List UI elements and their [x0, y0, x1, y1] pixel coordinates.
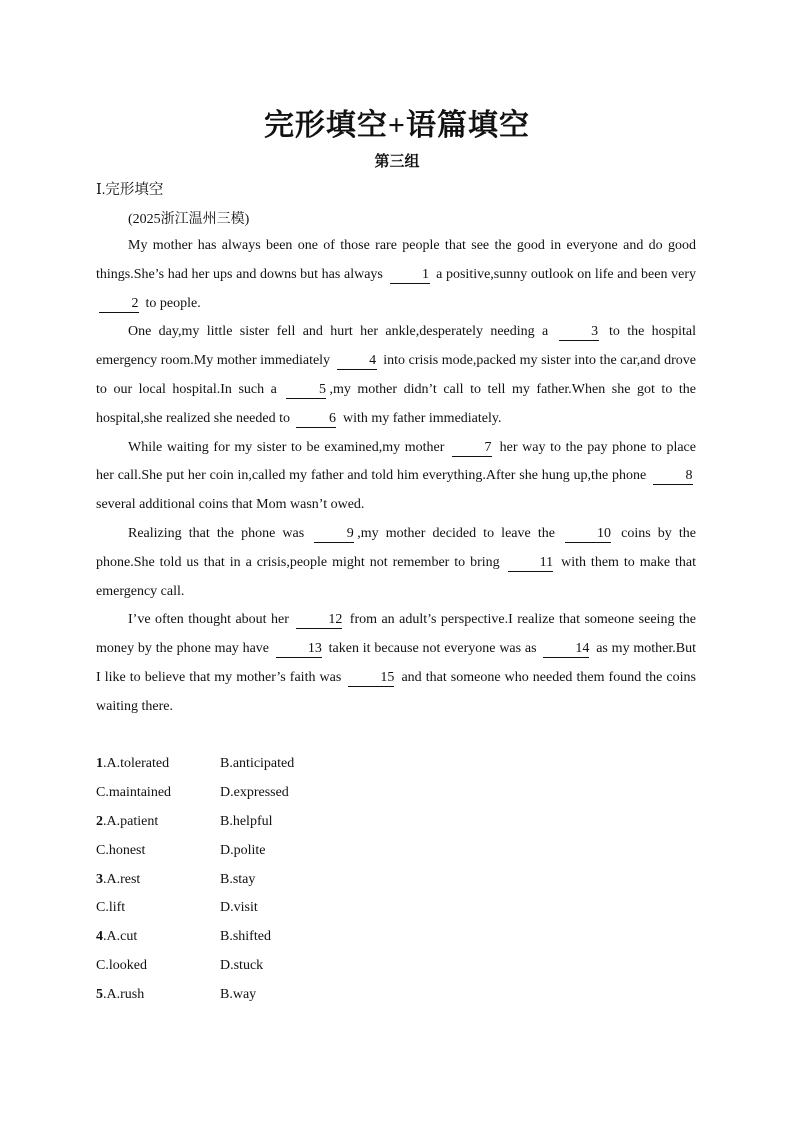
cloze-passage — [96, 232, 696, 722]
option-row — [96, 923, 294, 952]
blank-number: 8 — [653, 468, 693, 485]
passage-text: ,my mother didn’t call to tell my father.When she got to the hospital,she realized she needed to — [96, 381, 696, 426]
passage-text: taken it because not everyone was as — [324, 641, 541, 657]
blank-number: 5 — [286, 382, 326, 399]
passage-text: I’ve often thought about her — [128, 612, 294, 628]
blank-number: 6 — [296, 411, 336, 428]
blank-number: 7 — [452, 440, 492, 457]
passage-paragraph — [96, 520, 696, 606]
option-a — [96, 987, 220, 1003]
option-b: B.helpful — [220, 813, 273, 829]
option-c: C.lift — [96, 900, 126, 916]
question-number: 2 — [96, 813, 103, 829]
passage-text: her way to the pay phone to place her call.She put her coin in,called my father and told him everything.After she hung up,the phone — [96, 439, 696, 484]
option-a-text: .A.patient — [103, 813, 159, 829]
option-c: C.looked — [96, 957, 147, 973]
option-a — [96, 872, 220, 888]
passage-text: coins by the phone.She told us that in a crisis,people might not remember to bring — [96, 525, 697, 570]
blank-number: 12 — [296, 612, 342, 629]
passage-text: While waiting for my sister to be examined,my mother — [128, 439, 450, 455]
option-a-text: .A.rush — [103, 986, 145, 1002]
passage-text: to the hospital emergency room.My mother immediately — [96, 324, 696, 369]
blank-number: 15 — [348, 670, 394, 687]
blank-number: 13 — [276, 641, 322, 658]
option-a-text: .A.rest — [103, 871, 141, 887]
blank-number: 10 — [565, 526, 611, 543]
passage-text: Realizing that the phone was — [128, 525, 312, 541]
blank-number: 11 — [508, 555, 553, 572]
passage-text: into crisis mode,packed my sister into the car,and drove to our local hospital.In such a — [96, 353, 696, 397]
option-c: C.maintained — [96, 785, 172, 801]
blank-number: 9 — [314, 526, 354, 543]
passage-text: ,my mother decided to leave the — [357, 525, 563, 541]
option-a-text: .A.tolerated — [103, 756, 170, 772]
option-d: D.polite — [220, 842, 266, 858]
question-number: 1 — [96, 756, 103, 772]
option-b: B.stay — [220, 871, 256, 887]
blank-number: 14 — [543, 641, 589, 658]
page-title: 完形填空+语篇填空 — [263, 109, 531, 142]
option-d: D.visit — [220, 900, 258, 916]
option-a — [96, 756, 220, 772]
option-d: D.stuck — [220, 957, 264, 973]
blank-number: 3 — [559, 324, 599, 341]
passage-text: to people. — [142, 295, 201, 311]
option-row — [96, 894, 294, 923]
passage-text: several additional coins that Mom wasn’t owed. — [96, 497, 365, 513]
option-a-text: .A.cut — [103, 929, 138, 945]
option-b: B.shifted — [220, 929, 271, 945]
passage-text: a positive,sunny outlook on life and been very — [432, 266, 696, 282]
passage-text: with them to make that emergency call. — [96, 554, 696, 599]
option-d: D.expressed — [220, 785, 289, 801]
blank-number: 1 — [390, 267, 430, 284]
option-row — [96, 808, 294, 837]
question-number: 3 — [96, 871, 103, 887]
passage-paragraph — [96, 232, 696, 318]
passage-paragraph — [96, 318, 696, 433]
passage-text: from an adult’s perspective.I realize that someone seeing the money by the phone may have — [96, 612, 696, 657]
option-a — [96, 814, 220, 830]
option-row — [96, 952, 294, 981]
page-subtitle: 第三组 — [374, 154, 420, 170]
passage-text: and that someone who needed them found the coins waiting there. — [96, 669, 696, 714]
blank-number: 2 — [99, 296, 139, 313]
source-note: (2025浙江温州三模) — [128, 212, 250, 227]
option-b: B.way — [220, 986, 257, 1002]
section-heading: Ⅰ.完形填空 — [96, 182, 164, 198]
question-number: 4 — [96, 929, 103, 945]
passage-text: with my father immediately. — [339, 410, 502, 426]
passage-paragraph — [96, 606, 696, 721]
option-b: B.anticipated — [220, 756, 295, 772]
answer-options — [96, 750, 294, 1009]
option-a — [96, 929, 220, 945]
option-row — [96, 750, 294, 779]
option-row — [96, 779, 294, 808]
blank-number: 4 — [337, 353, 377, 370]
option-c: C.honest — [96, 842, 146, 858]
option-row — [96, 865, 294, 894]
passage-text: My mother has always been one of those rare people that see the good in everyone and do good things.She’s had her ups and downs but has always — [96, 238, 696, 282]
passage-text: as my mother.But I like to believe that my mother’s faith was — [96, 641, 696, 685]
passage-paragraph — [96, 434, 696, 520]
passage-text: One day,my little sister fell and hurt her ankle,desperately needing a — [128, 324, 556, 340]
option-row — [96, 836, 294, 865]
question-number: 5 — [96, 986, 103, 1002]
option-row — [96, 980, 294, 1009]
